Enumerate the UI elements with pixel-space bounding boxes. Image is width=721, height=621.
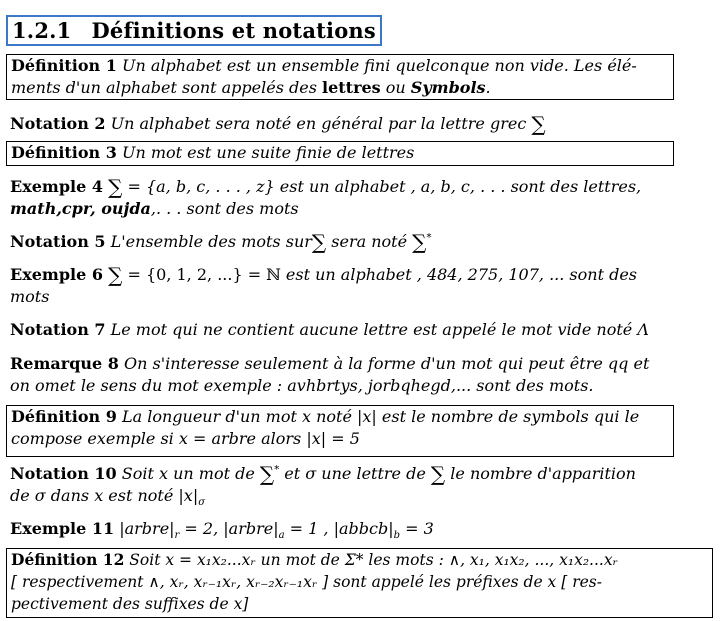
definition-1-text-2: ments d'un alphabet sont appelés des — [11, 78, 323, 97]
notation-10-text-3: le nombre d'apparition — [450, 464, 636, 483]
example-6-label: Exemple 6 — [10, 265, 103, 284]
sigma-symbol: ∑ — [430, 462, 446, 486]
definition-9-text: La longueur d'un mot x noté |x| est le nombre de symbols qui le — [121, 407, 640, 426]
example-4-label: Exemple 4 — [10, 177, 103, 196]
definition-9-text-2: compose exemple si x = arbre alors |x| = 5 — [11, 429, 360, 448]
star-superscript: * — [426, 232, 432, 244]
example-11 — [6, 518, 672, 540]
sigma-symbol: ∑ — [311, 230, 327, 254]
remark-8-label: Remarque 8 — [10, 354, 119, 373]
sigma-symbol: ∑ — [412, 230, 427, 254]
notation-5-text: L'ensemble des mots sur — [110, 232, 312, 251]
section-heading — [6, 15, 382, 46]
example-4-text-2: ,. . . sont des mots — [150, 199, 299, 218]
definition-9 — [6, 405, 674, 457]
example-11-math-2: = 2, |arbre| — [179, 519, 279, 538]
definition-9-label: Définition 9 — [11, 407, 117, 426]
notation-7-label: Notation 7 — [10, 320, 106, 339]
example-4 — [6, 176, 672, 220]
definition-12-label: Définition 12 — [11, 550, 125, 569]
example-11-sub-1: r — [174, 530, 180, 542]
definition-1-label: Définition 1 — [11, 56, 117, 75]
notation-10-text: Soit x un mot de — [121, 464, 255, 483]
definition-1 — [6, 54, 674, 100]
sigma-symbol: ∑ — [259, 462, 275, 486]
sigma-symbol: ∑ — [531, 112, 546, 136]
sigma-subscript: σ — [198, 497, 206, 509]
example-6 — [6, 264, 672, 308]
remark-8-text: On s'interesse seulement à la forme d'un mot qui peut être qq et — [124, 354, 650, 373]
notation-10-text-2: et σ une lettre de — [284, 464, 426, 483]
definition-12-text: Soit x = x₁x₂...xᵣ un mot de Σ* les mots : ∧, x₁, x₁x₂, ..., x₁x₂...xᵣ — [129, 551, 618, 569]
definition-1-text-4: . — [485, 78, 491, 97]
definition-3-text: Un mot est une suite finie de lettres — [121, 143, 415, 162]
star-superscript: * — [274, 464, 280, 476]
example-11-math-4: = 3 — [400, 519, 434, 538]
remark-8 — [6, 353, 672, 397]
notation-10 — [6, 463, 672, 507]
definition-12-text-3: pectivement des suffixes de x] — [11, 595, 249, 613]
example-11-sub-3: b — [393, 530, 400, 542]
sigma-symbol: ∑ — [108, 263, 123, 287]
definition-3 — [6, 141, 674, 166]
example-11-label: Exemple 11 — [10, 519, 115, 538]
term-symbols: Symbols — [410, 78, 486, 97]
example-11-sub-2: a — [278, 530, 285, 542]
example-4-words: math,cpr, oujda — [10, 199, 151, 218]
term-lettres: lettres — [322, 78, 381, 97]
definition-1-text: Un alphabet est un ensemble fini quelconque non vide. Les élé- — [121, 56, 637, 75]
remark-8-text-2: on omet le sens du mot exemple : avhbrtys, jorbqhegd,... sont des mots. — [10, 376, 594, 395]
example-6-text-2: mots — [10, 287, 50, 306]
notation-7-text: Le mot qui ne contient aucune lettre est appelé le mot vide noté Λ — [110, 320, 649, 339]
example-4-text: est un alphabet , a, b, c, . . . sont des lettres, — [274, 177, 642, 196]
notation-7 — [6, 319, 672, 341]
definition-12 — [6, 548, 713, 618]
definition-12-text-2: [ respectivement ∧, xᵣ, xᵣ₋₁xᵣ, xᵣ₋₂xᵣ₋₁xᵣ ] sont appelé les préfixes de x [ res- — [11, 573, 602, 591]
example-6-text: est un alphabet , 484, 275, 107, ... sont des — [280, 265, 638, 284]
notation-2-label: Notation 2 — [10, 114, 106, 133]
notation-5 — [6, 231, 672, 253]
notation-5-label: Notation 5 — [10, 232, 106, 251]
notation-10-text-4: de σ dans x est noté |x| — [10, 486, 199, 505]
section-title: Définitions et notations — [91, 18, 376, 43]
example-6-math: = {0, 1, 2, ...} = ℕ — [122, 265, 281, 284]
notation-5-text-2: sera noté — [331, 232, 408, 251]
section-number: 1.2.1 — [12, 18, 72, 43]
definition-3-label: Définition 3 — [11, 143, 117, 162]
example-11-math-1: |arbre| — [119, 519, 175, 538]
sigma-symbol: ∑ — [108, 175, 123, 199]
definition-1-text-3: ou — [380, 78, 411, 97]
example-11-math-3: = 1 , |abbcb| — [284, 519, 394, 538]
notation-2 — [6, 113, 672, 135]
notation-2-text: Un alphabet sera noté en général par la lettre grec — [110, 114, 527, 133]
notation-10-label: Notation 10 — [10, 464, 117, 483]
example-4-math: = {a, b, c, . . . , z} — [122, 177, 275, 196]
